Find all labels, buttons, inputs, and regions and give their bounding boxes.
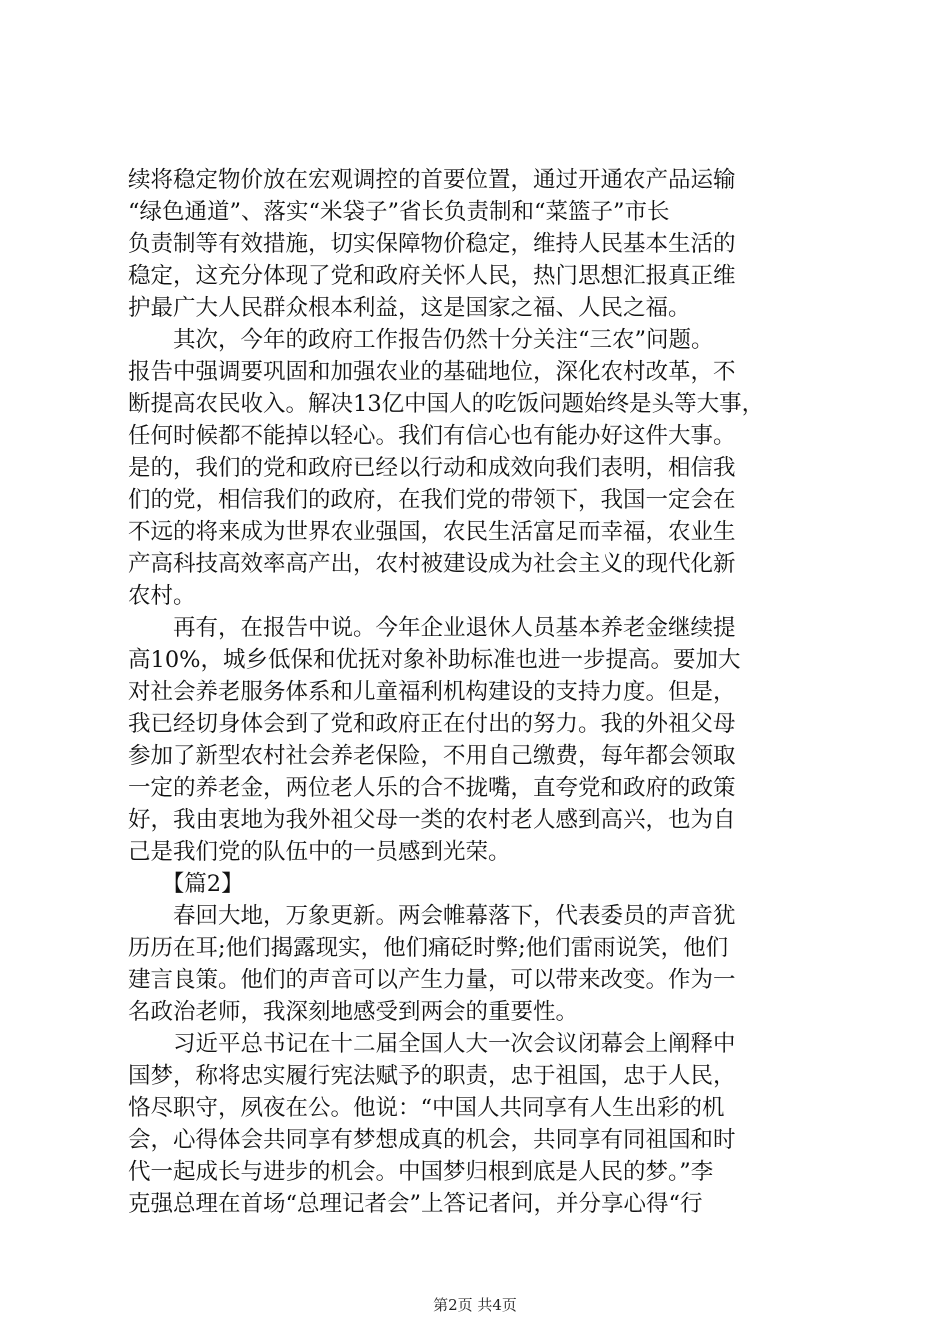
text-line: 任何时候都不能掉以轻心。我们有信心也有能办好这件大事。 — [128, 423, 736, 449]
text-line: 克强总理在首场“总理记者会”上答记者问，并分享心得“行 — [128, 1191, 703, 1217]
text-line: 名政治老师，我深刻地感受到两会的重要性。 — [128, 999, 579, 1025]
text-line: 不远的将来成为世界农业强国，农民生活富足而幸福，农业生 — [128, 519, 736, 545]
text-line: 会，心得体会共同享有梦想成真的机会，共同享有同祖国和时 — [128, 1127, 736, 1153]
page-number-footer: 第2页 共4页 — [433, 1296, 517, 1314]
text-line: 们的党，相信我们的政府，在我们党的带领下，我国一定会在 — [128, 487, 736, 513]
text-line: 历历在耳;他们揭露现实，他们痛砭时弊;他们雷雨说笑，他们 — [128, 935, 729, 961]
text-line: “绿色通道”、落实“米袋子”省长负责制和“菜篮子”市长 — [128, 199, 670, 225]
text-line: 农村。 — [128, 583, 196, 609]
text-line: 习近平总书记在十二届全国人大一次会议闭幕会上阐释中 — [128, 1031, 736, 1057]
text-line: 护最广大人民群众根本利益，这是国家之福、人民之福。 — [128, 295, 691, 321]
text-line: 我已经切身体会到了党和政府正在付出的努力。我的外祖父母 — [128, 711, 736, 737]
text-line: 春回大地，万象更新。两会帷幕落下，代表委员的声音犹 — [128, 903, 736, 929]
text-line: 续将稳定物价放在宏观调控的首要位置，通过开通农产品运输 — [128, 167, 736, 193]
text-line: 断提高农民收入。解决13亿中国人的吃饭问题始终是头等大事， — [128, 391, 765, 417]
text-line: 报告中强调要巩固和加强农业的基础地位，深化农村改革，不 — [128, 359, 736, 385]
text-line: 参加了新型农村社会养老保险，不用自己缴费，每年都会领取 — [128, 743, 736, 769]
text-line: 建言良策。他们的声音可以产生力量，可以带来改变。作为一 — [128, 967, 736, 993]
body-text — [128, 164, 828, 1220]
text-line: 稳定，这充分体现了党和政府关怀人民，热门思想汇报真正维 — [128, 263, 736, 289]
text-line: 对社会养老服务体系和儿童福利机构建设的支持力度。但是， — [128, 679, 736, 705]
text-line: 好，我由衷地为我外祖父母一类的农村老人感到高兴，也为自 — [128, 807, 736, 833]
section-heading: 【篇2】 — [128, 871, 244, 897]
text-line: 一定的养老金，两位老人乐的合不拢嘴，直夸党和政府的政策 — [128, 775, 736, 801]
text-line: 其次，今年的政府工作报告仍然十分关注“三农”问题。 — [128, 327, 714, 353]
text-line: 产高科技高效率高产出，农村被建设成为社会主义的现代化新 — [128, 551, 736, 577]
text-line: 代一起成长与进步的机会。中国梦归根到底是人民的梦。”李 — [128, 1159, 714, 1185]
text-line: 负责制等有效措施，切实保障物价稳定，维持人民基本生活的 — [128, 231, 736, 257]
text-line: 国梦，称将忠实履行宪法赋予的职责，忠于祖国，忠于人民， — [128, 1063, 736, 1089]
text-line: 高10%，城乡低保和优抚对象补助标准也进一步提高。要加大 — [128, 647, 741, 673]
text-line: 恪尽职守，夙夜在公。他说：“中国人共同享有人生出彩的机 — [128, 1095, 725, 1121]
text-line: 是的，我们的党和政府已经以行动和成效向我们表明，相信我 — [128, 455, 736, 481]
text-line: 己是我们党的队伍中的一员感到光荣。 — [128, 839, 511, 865]
text-line: 再有，在报告中说。今年企业退休人员基本养老金继续提 — [128, 615, 736, 641]
